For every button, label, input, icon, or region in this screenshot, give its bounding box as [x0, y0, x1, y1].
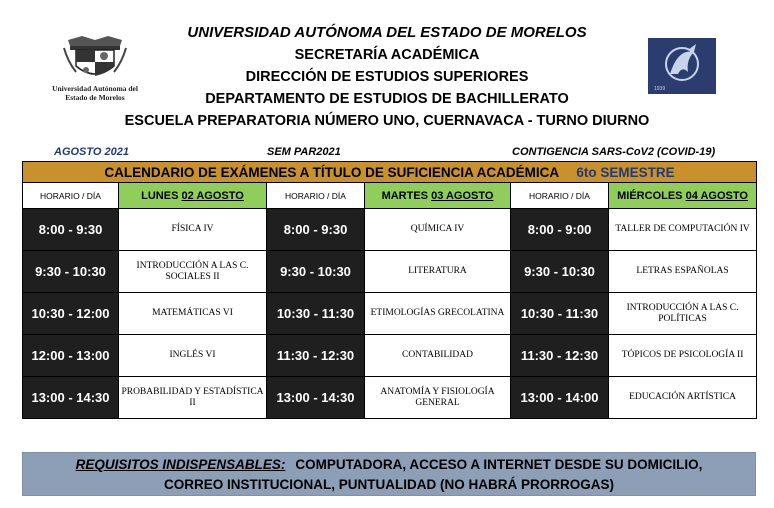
semester-label: 6to SEMESTRE	[576, 164, 675, 180]
time-cell: 11:30 - 12:30	[511, 335, 609, 377]
time-cell: 10:30 - 11:30	[511, 293, 609, 335]
month-label: AGOSTO 2021	[54, 146, 129, 158]
table-title-row	[23, 162, 757, 183]
subject-cell: INTRODUCCIÓN A LAS C. SOCIALES II	[119, 251, 267, 293]
requirements-label: REQUISITOS INDISPENSABLES:	[75, 457, 286, 472]
requirements-text-2: CORREO INSTITUCIONAL, PUNTUALIDAD (NO HABRÁ PRORROGAS)	[164, 477, 614, 492]
subject-cell: FÍSICA IV	[119, 209, 267, 251]
time-cell: 13:00 - 14:30	[267, 377, 365, 419]
day-header-tuesday	[365, 183, 511, 209]
document-header	[0, 22, 774, 132]
hora-header: HORARIO / DÍA	[23, 183, 119, 209]
time-cell: 8:00 - 9:00	[511, 209, 609, 251]
contingency-label: CONTIGENCIA SARS-CoV2 (COVID-19)	[512, 146, 716, 158]
subject-cell: MATEMÁTICAS VI	[119, 293, 267, 335]
day-date: 03 AGOSTO	[431, 189, 494, 202]
secretaria-line: SECRETARÍA ACADÉMICA	[294, 47, 480, 63]
subject-cell: LETRAS ESPAÑOLAS	[609, 251, 757, 293]
subject-cell: TALLER DE COMPUTACIÓN IV	[609, 209, 757, 251]
subject-cell: QUÍMICA IV	[365, 209, 511, 251]
day-header-wednesday	[609, 183, 757, 209]
time-cell: 10:30 - 12:00	[23, 293, 119, 335]
table-row	[23, 377, 757, 419]
departamento-line: DEPARTAMENTO DE ESTUDIOS DE BACHILLERATO	[205, 91, 569, 107]
subject-cell: ANATOMÍA Y FISIOLOGÍA GENERAL	[365, 377, 511, 419]
subject-cell: INGLÉS VI	[119, 335, 267, 377]
table-row	[23, 335, 757, 377]
time-cell: 8:00 - 9:30	[23, 209, 119, 251]
exam-schedule-table	[22, 161, 757, 419]
table-row	[23, 293, 757, 335]
time-cell: 9:30 - 10:30	[511, 251, 609, 293]
time-cell: 11:30 - 12:30	[267, 335, 365, 377]
requirements-text-1: COMPUTADORA, ACCESO A INTERNET DESDE SU DOMICILIO,	[295, 457, 703, 472]
requirements-box	[22, 452, 756, 496]
time-cell: 13:00 - 14:30	[23, 377, 119, 419]
subject-cell: ETIMOLOGÍAS GRECOLATINA	[365, 293, 511, 335]
table-row	[23, 251, 757, 293]
subject-cell: CONTABILIDAD	[365, 335, 511, 377]
escuela-line: ESCUELA PREPARATORIA NÚMERO UNO, CUERNAVACA - TURNO DIURNO	[124, 113, 650, 129]
requirements-line-1	[23, 455, 755, 475]
table-header-row	[23, 183, 757, 209]
subject-cell: TÓPICOS DE PSICOLOGÍA II	[609, 335, 757, 377]
hora-header: HORARIO / DÍA	[267, 183, 365, 209]
table-title-cell	[23, 162, 757, 183]
time-cell: 9:30 - 10:30	[23, 251, 119, 293]
table-title: CALENDARIO DE EXÁMENES A TÍTULO DE SUFICIENCIA ACADÉMICA	[104, 164, 559, 180]
day-name: MARTES	[381, 189, 429, 202]
subject-cell: INTRODUCCIÓN A LAS C. POLÍTICAS	[609, 293, 757, 335]
table-row	[23, 209, 757, 251]
time-cell: 8:00 - 9:30	[267, 209, 365, 251]
semester-period-label: SEM PAR2021	[267, 146, 341, 158]
university-name: UNIVERSIDAD AUTÓNOMA DEL ESTADO DE MORELOS	[187, 24, 587, 41]
preparatoria-logo-year: 1939	[654, 86, 666, 92]
university-logo-caption: Universidad Autónoma del Estado de Morelos	[52, 84, 138, 102]
time-cell: 9:30 - 10:30	[267, 251, 365, 293]
time-cell: 10:30 - 11:30	[267, 293, 365, 335]
day-date: 04 AGOSTO	[685, 189, 748, 202]
subject-cell: EDUCACIÓN ARTÍSTICA	[609, 377, 757, 419]
time-cell: 12:00 - 13:00	[23, 335, 119, 377]
time-cell: 13:00 - 14:00	[511, 377, 609, 419]
subject-cell: LITERATURA	[365, 251, 511, 293]
day-name: LUNES	[141, 189, 179, 202]
day-date: 02 AGOSTO	[181, 189, 244, 202]
day-name: MIÉRCOLES	[617, 189, 683, 202]
hora-header: HORARIO / DÍA	[511, 183, 609, 209]
direccion-line: DIRECCIÓN DE ESTUDIOS SUPERIORES	[245, 69, 529, 85]
subject-cell: PROBABILIDAD Y ESTADÍSTICA II	[119, 377, 267, 419]
day-header-monday	[119, 183, 267, 209]
